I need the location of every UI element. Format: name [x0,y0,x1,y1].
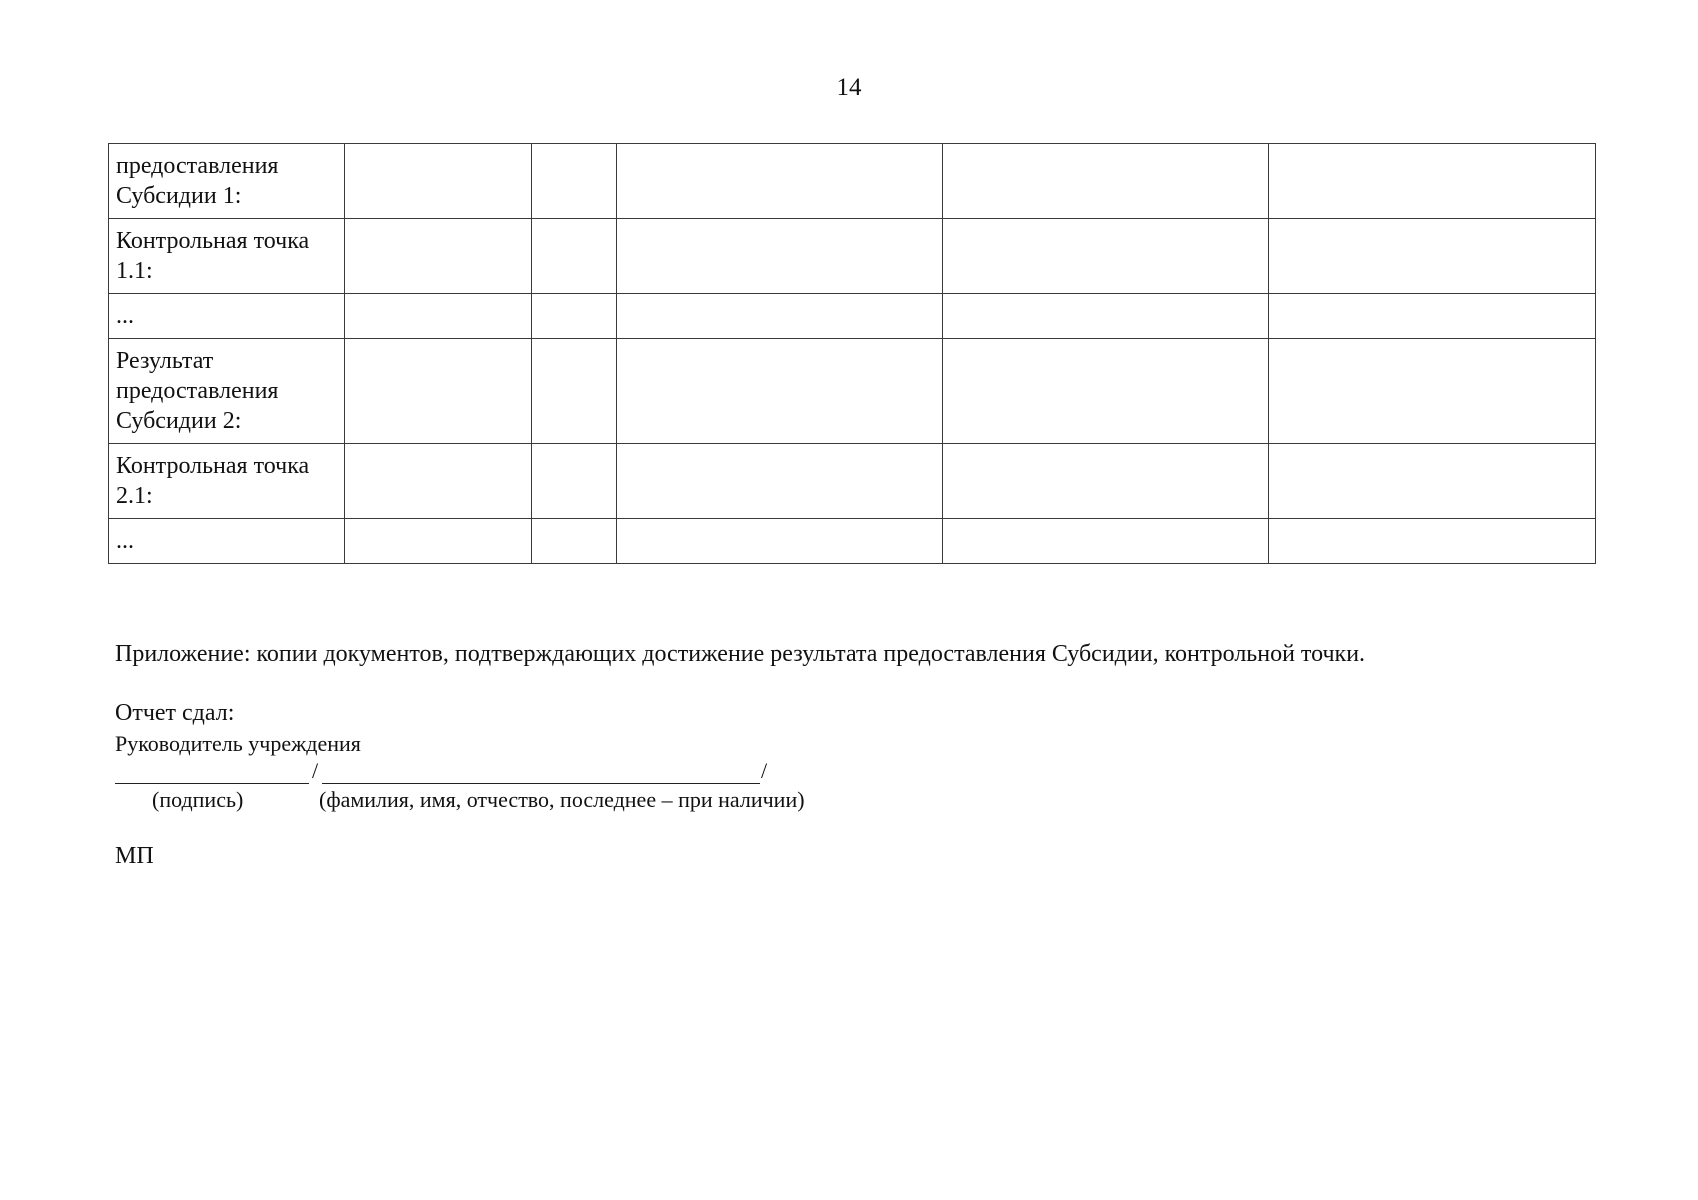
table-cell [617,339,943,444]
table-cell [345,519,532,564]
table-cell [617,444,943,519]
stamp-place-label: МП [115,843,154,869]
table-cell [345,144,532,219]
table-cell [532,294,617,339]
table-cell [943,294,1269,339]
head-of-institution-label: Руководитель учреждения [115,731,361,756]
signature-separator-slash: / [312,758,319,783]
table-cell [345,294,532,339]
table-cell [1269,144,1596,219]
table-cell [345,219,532,294]
table-row [109,339,1596,444]
table-cell [943,144,1269,219]
table-cell [1269,444,1596,519]
table-cell [943,219,1269,294]
table-cell [943,339,1269,444]
table-cell [345,339,532,444]
table-row [109,519,1596,564]
table-cell [532,219,617,294]
row-label-cell: Результат предоставления Субсидии 2: [109,339,345,444]
table-row [109,294,1596,339]
table-cell [943,444,1269,519]
table-cell [1269,219,1596,294]
table-cell [532,519,617,564]
table-cell [532,339,617,444]
table-cell [532,144,617,219]
attachment-note: Приложение: копии документов, подтверждающих достижение результата предоставления Субсидии, контрольной точки. [115,641,1366,667]
table-cell [617,519,943,564]
row-label-cell: Контрольная точка 2.1: [109,444,345,519]
table-row [109,219,1596,294]
row-label-cell: ... [109,519,345,564]
row-label-cell: предоставления Субсидии 1: [109,144,345,219]
results-table [108,143,1596,564]
table-cell [532,444,617,519]
table-cell [1269,294,1596,339]
table-row [109,444,1596,519]
full-name-caption: (фамилия, имя, отчество, последнее – при наличии) [319,787,805,812]
row-label-cell: Контрольная точка 1.1: [109,219,345,294]
table-cell [1269,339,1596,444]
table-cell [617,219,943,294]
signature-line [115,783,309,784]
report-submitted-label: Отчет сдал: [115,700,235,726]
table-cell [943,519,1269,564]
full-name-line [322,783,760,784]
table-row [109,144,1596,219]
table-cell [345,444,532,519]
full-name-end-slash: / [761,758,768,783]
table-cell [1269,519,1596,564]
row-label-cell: ... [109,294,345,339]
signature-caption: (подпись) [152,787,244,812]
table-cell [617,144,943,219]
page-number: 14 [836,74,862,101]
table-cell [617,294,943,339]
